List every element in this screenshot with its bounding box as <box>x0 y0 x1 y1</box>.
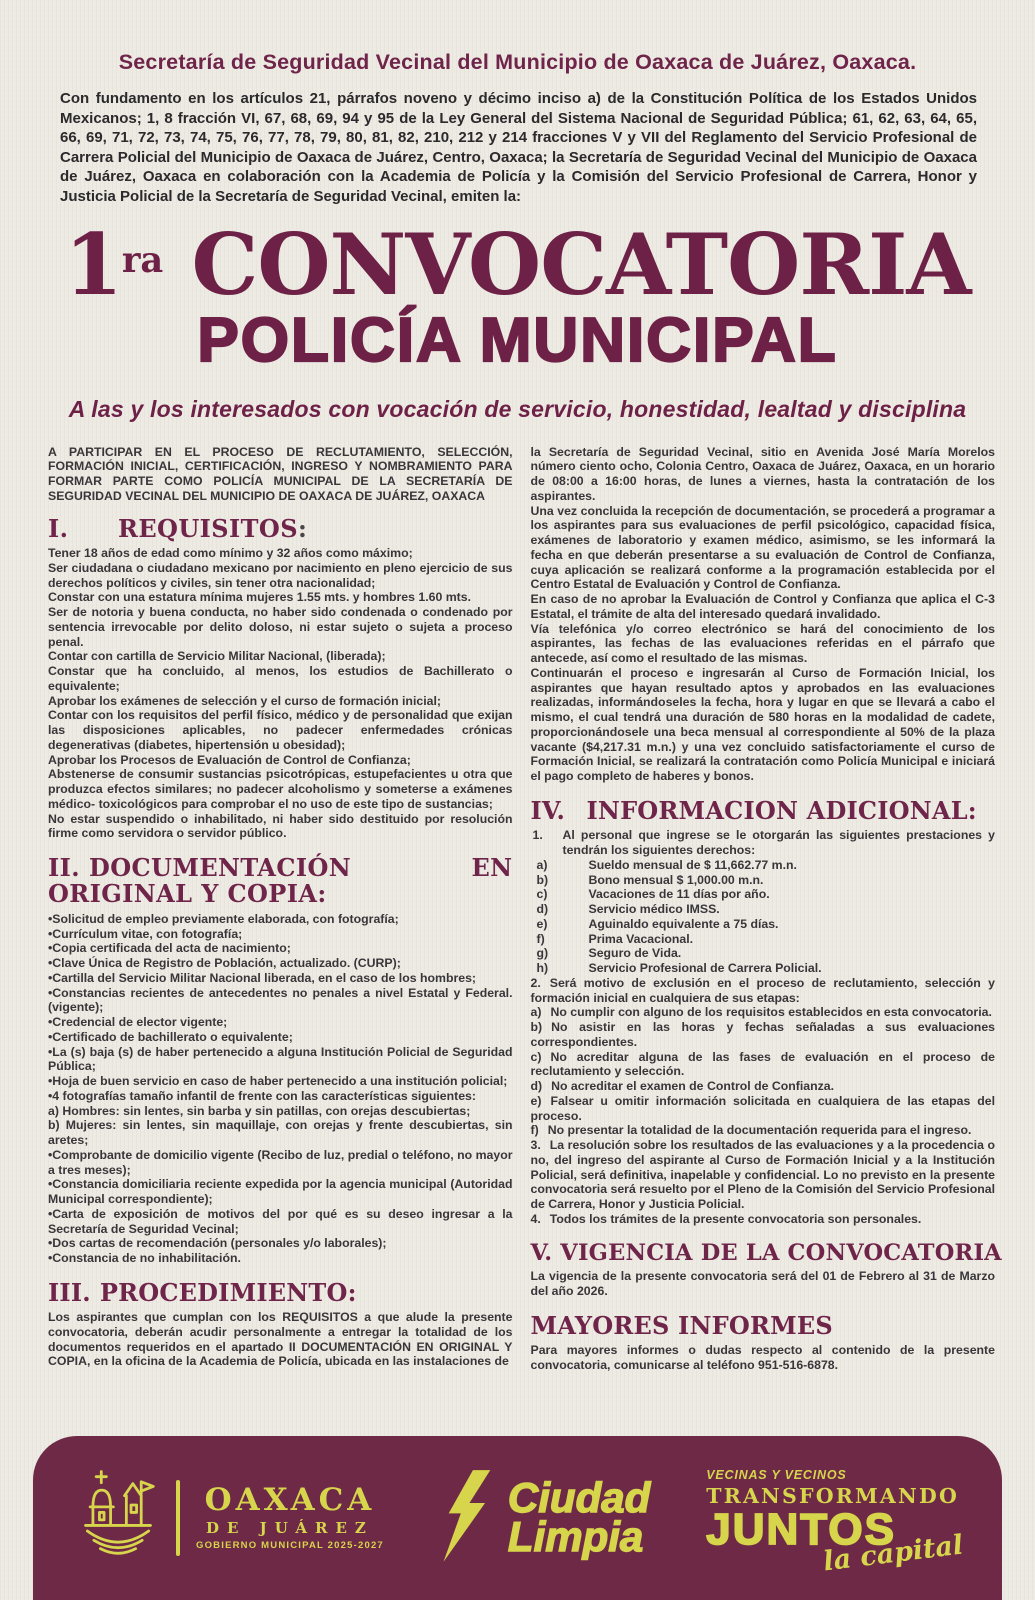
list-item: 3. La resolución sobre los resultados de las evaluaciones y a la procedencia o no, del ingreso del aspirante al Curso de Formación Inicial y a la Institución Policial, será definitiva, inapelable y confidencial. Lo no previsto en la presente convocatoria será resuelto por el Pleno de la Comisión del Servicio Profesional de Carrera, Honor y Justicia Policial. <box>530 1138 995 1212</box>
lightning-icon <box>440 1468 492 1569</box>
list-item: c) No acreditar alguna de las fases de evaluación en el proceso de reclutamiento y selección. <box>530 1049 995 1079</box>
list-item: a) Sueldo mensual de $ 11,662.77 m.n. <box>536 857 797 872</box>
list-item: •Clave Única de Registro de Población, actualizado. (CURP); <box>48 956 401 971</box>
oaxaca-government-logo <box>76 1466 384 1570</box>
list-item: •La (s) baja (s) de haber pertenecido a alguna Institución Policial de Seguridad Pública; <box>48 1044 513 1074</box>
hero-tagline: A las y los interesados con vocación de servicio, honestidad, lealtad y disciplina <box>68 395 967 422</box>
oaxaca-wordmark: OAXACA DE JUÁREZ GOBIERNO MUNICIPAL 2025-2027 <box>195 1482 384 1552</box>
list-item: Abstenerse de consumir sustancias psicotrópicas, estupefacientes u otra que produzca efectos similares; no padecer alcoholismo y someterse a exámenes médico- toxicológicos para comprobar el no uso de este tipo de sustancias; <box>48 767 513 811</box>
list-item: •Copia certificada del acta de nacimiento; <box>48 941 291 956</box>
section-heading-mayores-informes: MAYORES INFORMES <box>530 1310 833 1340</box>
list-item: f) No presentar la totalidad de la documentación requerida para el ingreso. <box>530 1123 972 1138</box>
list-item: b) No asistir en las horas y fechas señaladas a sus evaluaciones correspondientes. <box>530 1020 995 1049</box>
intro-paragraph: Con fundamento en los artículos 21, párrafos noveno y décimo inciso a) de la Constitución Política de los Estados Unidos Mexicanos; 1, 8 fracción VI, 67, 68, 69, 94 y 95 de la Ley General del Sistema Nacional de Seguridad Pública; 61, 62, 63, 64, 65, 66, 69, 71, 72, 73, 74, 75, 76, 77, 78, 79, 80, 81, 82, 210, 212 y 214 fracciones V y VII del Reglamento del Servicio Profesional de Carrera Policial del Municipio de Oaxaca de Juárez, Centro, Oaxaca; la Secretaría de Seguridad Vecinal del Municipio de Oaxaca de Juárez, Oaxaca en colaboración con la Academia de Policía y la Comisión del Servicio Profesional de Carrera, Honor y Justicia Policial de la Secretaría de Seguridad Vecinal, emiten la: <box>60 90 977 205</box>
lead-paragraph: A PARTICIPAR EN EL PROCESO DE RECLUTAMIENTO, SELECCIÓN, FORMACIÓN INICIAL, CERTIFICACIÓN, INGRESO Y NOMBRAMIENTO PARA FORMAR PARTE COMO POLICÍA MUNICIPAL DE LA SECRETARÍA DE SEGURIDAD VECINAL DEL MUNICIPIO DE OAXACA DE JUÁREZ, OAXACA <box>48 444 513 503</box>
left-column <box>48 445 513 1373</box>
list-item: •Solicitud de empleo previamente elaborada, con fotografía; <box>48 911 399 926</box>
footer-logo-divider <box>176 1480 180 1556</box>
requisitos-list <box>48 546 513 841</box>
list-item: a) No cumplir con alguno de los requisitos establecidos en esta convocatoria. <box>530 1005 992 1020</box>
list-item: •Currículum vitae, con fotografía; <box>48 926 243 941</box>
list-item: No estar suspendido o inhabilitado, ni haber sido destituido por resolución firme como servidora o servidor público. <box>48 811 513 841</box>
paragraph: Una vez concluida la recepción de documentación, se procederá a programar a los aspirantes para sus evaluaciones de perfil psicológico, capacidad física, exámenes de laboratorio y examen médico, asimismo, se les informará la fecha en que deberán presentarse a su evaluación de Control de Confianza, cuya aplicación se realizará conforme a la programación establecida por el Centro Estatal de Evaluación y Control de Confianza. <box>530 503 995 592</box>
list-item: g) Seguro de Vida. <box>536 946 682 961</box>
list-item: 2. Será motivo de exclusión en el proceso de reclutamiento, selección y formación inicial en cualquiera de sus etapas: <box>530 975 995 1005</box>
list-item: e) Aguinaldo equivalente a 75 días. <box>536 916 779 931</box>
list-item: 4. Todos los trámites de la presente convocatoria son personales. <box>530 1211 922 1226</box>
page-title: Secretaría de Seguridad Vecinal del Municipio de Oaxaca de Juárez, Oaxaca. <box>118 50 917 74</box>
list-item: •Credencial de elector vigente; <box>48 1015 228 1030</box>
section-heading-procedimiento: III. PROCEDIMIENTO: <box>48 1277 357 1307</box>
section-heading-vigencia: V. VIGENCIA DE LA CONVOCATORIA <box>530 1239 1002 1266</box>
list-item: a) Hombres: sin lentes, sin barba y sin patillas, con orejas descubiertas; <box>48 1103 471 1118</box>
list-item: 1. Al personal que ingrese se le otorgarán las siguientes prestaciones y tendrán los siguientes derechos: <box>532 828 995 858</box>
list-item: •Constancia de no inhabilitación. <box>48 1251 241 1266</box>
list-item: Contar con cartilla de Servicio Militar Nacional, (liberada); <box>48 649 386 664</box>
ciudad-limpia-wordmark: Ciudad Limpia <box>507 1474 651 1560</box>
paragraph: la Secretaría de Seguridad Vecinal, sitio en Avenida José María Morelos número ciento ocho, Colonia Centro, Oaxaca de Juárez, Oaxaca, en un horario de 08:00 a 16:00 horas, de lunes a viernes, hasta la contratación de los aspirantes. <box>530 444 995 503</box>
list-item: c) Vacaciones de 11 días por año. <box>536 887 770 902</box>
footer-banner <box>33 1436 1002 1600</box>
hero-subtitle: POLICÍA MUNICIPAL <box>197 305 838 375</box>
list-item: h) Servicio Profesional de Carrera Policial. <box>536 961 822 976</box>
paragraph: Vía telefónica y/o correo electrónico se hará del conocimiento de los aspirantes, las fechas de las evaluaciones referidas en el párrafo que antecede, así como el resultado de las mismas. <box>530 621 995 666</box>
hero-number: 1 <box>64 215 122 314</box>
list-item: •Constancia domiciliaria reciente expedida por la agencia municipal (Autoridad Municipal correspondiente); <box>48 1177 513 1207</box>
list-item: Contar con los requisitos del perfil físico, médico y de personalidad que exijan las disposiciones aplicables, no padecer enfermedades crónicas degenerativas (diabetes, hipertensión u obesidad); <box>48 708 513 752</box>
paragraph: Continuarán el proceso e ingresarán al Curso de Formación Inicial, los aspirantes que hayan resultado aptos y aprobados en las evaluaciones realizadas, informándoseles la fecha, hora y lugar en que se llevará a cabo el mismo, el cual tendrá una duración de 580 horas en la modalidad de cadete, proporcionándosele una beca mensual al correspondiente al 50% de la plaza vacante ($4,217.31 m.n.) y una vez concluido satisfactoriamente el curso de Formación Inicial, se realizará la contratación como Policía Municipal e iniciará el pago completo de haberes y bonos. <box>530 665 995 784</box>
informacion-adicional-list <box>531 828 996 1226</box>
list-item: Aprobar los exámenes de selección y el curso de formación inicial; <box>48 693 441 708</box>
list-item: Constar que ha concluido, al menos, los estudios de Bachillerato o equivalente; <box>48 664 513 693</box>
list-item: b) Mujeres: sin lentes, sin maquillaje, con orejas y frente descubiertas, sin aretes; <box>48 1118 513 1148</box>
list-item: •Cartilla del Servicio Militar Nacional liberada, en el caso de los hombres; <box>48 970 477 985</box>
hero-title <box>0 215 1035 314</box>
list-item: Tener 18 años de edad como mínimo y 32 años como máximo; <box>48 546 413 561</box>
list-item: f) Prima Vacacional. <box>536 931 694 946</box>
hero-ordinal-superscript: ra <box>121 240 164 282</box>
ciudad-limpia-logo <box>440 1468 650 1569</box>
hero-title-word: CONVOCATORIA <box>191 215 971 314</box>
list-item: •Dos cartas de recomendación (personales y/o laborales); <box>48 1236 387 1251</box>
oaxaca-crest-icon <box>76 1466 160 1570</box>
list-item: Ser ciudadana o ciudadano mexicano por nacimiento en pleno ejercicio de sus derechos políticos y civiles, sin tener otra nacionalidad; <box>48 560 513 590</box>
list-item: d) Servicio médico IMSS. <box>536 902 720 917</box>
documentos-list <box>48 912 513 1266</box>
two-column-body <box>0 445 1035 1373</box>
list-item: Aprobar los Procesos de Evaluación de Control de Confianza; <box>48 752 411 767</box>
section-heading-informacion-adicional: IV. INFORMACION ADICIONAL: <box>530 795 977 825</box>
list-item: Ser de notoria y buena conducta, no haber sido condenada o condenado por sentencia irrevocable por delito doloso, ni estar sujeto o sujeta a proceso penal. <box>48 605 513 649</box>
paragraph: En caso de no aprobar la Evaluación de Control y Confianza que aplica el C-3 Estatal, el trámite de alta del interesado quedará invalidado. <box>530 592 995 621</box>
list-item: •4 fotografías tamaño infantil de frente con las características siguientes: <box>48 1088 476 1103</box>
list-item: d) No acreditar el examen de Control de Confianza. <box>530 1079 835 1094</box>
section-heading-documentacion: II. DOCUMENTACIÓN EN ORIGINAL Y COPIA: <box>48 853 513 909</box>
procedimiento-continuation <box>531 445 996 784</box>
list-item: •Carta de exposición de motivos del por qué es su deseo ingresar a la Secretaría de Seguridad Vecinal; <box>48 1206 513 1236</box>
right-column <box>530 444 1002 1373</box>
list-item: Constar con una estatura mínima mujeres 1.55 mts. y hombres 1.60 mts. <box>48 590 472 605</box>
list-item: •Constancias recientes de antecedentes no penales a nivel Estatal y Federal. (vigente); <box>48 985 513 1015</box>
informes-paragraph: Para mayores informes o dudas respecto al contenido de la presente convocatoria, comunicarse al teléfono 951-516-6878. <box>530 1343 995 1372</box>
transformando-juntos-wordmark: VECINAS Y VECINOS TRANSFORMANDO JUNTOS la capital <box>706 1468 965 1578</box>
list-item: •Comprobante de domicilio vigente (Recibo de luz, predial o teléfono, no mayor a tres meses); <box>48 1147 513 1177</box>
list-item: •Certificado de bachillerato o equivalente; <box>48 1029 293 1044</box>
list-item: b) Bono mensual $ 1,000.00 m.n. <box>536 872 764 887</box>
list-item: •Hoja de buen servicio en caso de haber pertenecido a una institución policial; <box>48 1074 508 1089</box>
list-item: e) Falsear u omitir información solicitada en cualquiera de las etapas del proceso. <box>530 1093 995 1123</box>
section-heading-requisitos: I. REQUISITOS: <box>48 513 308 543</box>
procedimiento-paragraph: Los aspirantes que cumplan con los REQUISITOS a que alude la presente convocatoria, deberán acudir personalmente a entregar la totalidad de los documentos requeridos en el apartado II DOCUMENTACIÓN EN ORIGINAL Y COPIA, en la oficina de la Academia de Policía, ubicada en las instalaciones de <box>48 1310 513 1369</box>
vigencia-paragraph: La vigencia de la presente convocatoria será del 01 de Febrero al 31 de Marzo del año 2026. <box>530 1269 995 1299</box>
hero-block <box>0 215 1035 423</box>
